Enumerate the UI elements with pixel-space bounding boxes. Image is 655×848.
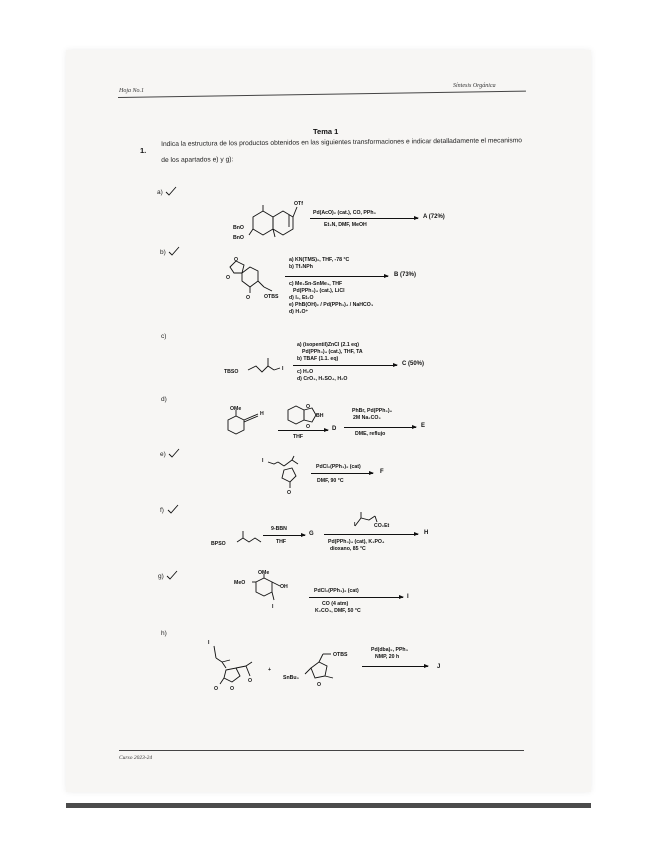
- header-sheet-number: Hoja No.1: [119, 88, 145, 94]
- part-d-o-1: O: [306, 404, 311, 410]
- part-f-cond2-bottom-2: dioxano, 85 °C: [330, 546, 366, 552]
- footer-rule: [119, 750, 524, 751]
- part-d-cond2-bottom: DME, reflujo: [355, 431, 386, 437]
- part-h-ketone-o: O: [248, 678, 253, 684]
- part-c-label: c): [161, 333, 167, 340]
- part-f-intermediate: G: [309, 531, 314, 537]
- part-b-o-3: O: [246, 295, 251, 301]
- part-c-tbso: TBSO: [224, 369, 239, 375]
- part-f-product: H: [424, 530, 429, 536]
- part-c-cond-top-3: b) TBAF (1.1. eq): [297, 356, 339, 362]
- part-a-cond-bottom: Et₃N, DMF, MeOH: [324, 222, 367, 228]
- part-c-structure: [224, 356, 288, 378]
- part-d-bh: BH: [316, 413, 324, 419]
- part-d-label: d): [161, 396, 167, 403]
- part-f-cond2-bottom-1: Pd(PPh₃)₄ (cat), K₃PO₄: [328, 539, 385, 545]
- part-f-reagent-ester: CO₂Et: [374, 523, 390, 529]
- part-b-o-2: O: [226, 275, 231, 281]
- part-d-arrow-1: [278, 430, 328, 431]
- part-e-cond-top: PdCl₂(PPh₃)₂ (cat): [316, 464, 361, 470]
- part-f-label: f): [160, 507, 164, 514]
- part-e-cond-bottom: DMF, 90 °C: [317, 478, 344, 484]
- part-h-arrow: [362, 666, 428, 667]
- part-f-arrow-2: [324, 534, 418, 535]
- part-b-structure: [226, 257, 288, 299]
- part-d-o-2: O: [306, 424, 311, 430]
- part-g-meo: MeO: [234, 580, 246, 586]
- part-b-o-1: O: [234, 257, 239, 263]
- part-e-iodo: I: [262, 458, 264, 464]
- part-h-lactone: [204, 638, 264, 698]
- part-g-cond-top: PdCl₂(PPh₃)₂ (cat): [314, 588, 359, 594]
- header-course-name: Síntesis Orgánica: [453, 83, 496, 89]
- part-g-cond-bottom-2: K₂CO₃, DMF, 50 °C: [315, 608, 361, 614]
- question-text: Indica la estructura de los productos obtenidos en las siguientes transformaciones e indicar detalladamente el mecanismo de los apartados e) y g):: [161, 137, 523, 164]
- part-a-cond-top: Pd(AcO)₂ (cat.), CO, PPh₃: [313, 210, 376, 216]
- part-b-otbs: OTBS: [264, 294, 279, 300]
- part-f-bpso: BPSO: [211, 541, 226, 547]
- part-d-cond2-top-2: 2M Na₂CO₃: [353, 415, 381, 421]
- check-mark-icon: [168, 246, 180, 256]
- part-a-label: a): [157, 189, 163, 196]
- part-d-ome: OMe: [230, 406, 242, 412]
- part-c-cond-top-1: a) (isopentil)ZnCl (2.1 eq): [297, 342, 359, 348]
- question-number: 1.: [140, 146, 147, 155]
- part-e-structure: [262, 454, 308, 496]
- part-a-bno-2: BnO: [233, 235, 244, 241]
- part-g-structure: [236, 570, 298, 614]
- part-c-cond-bottom-1: c) H₂O: [297, 369, 314, 375]
- part-b-cond-top-1: a) KN(TMS)₂, THF, -78 °C: [289, 257, 350, 263]
- part-b-cond-top-2: b) Tf₂NPh: [289, 264, 313, 270]
- part-h-carbonyl-o: O: [214, 686, 219, 692]
- part-d-h: H: [260, 411, 264, 417]
- part-a-otf: OTf: [294, 201, 303, 207]
- part-h-cond-top-2: NMP, 20 h: [375, 654, 400, 660]
- part-g-ome: OMe: [258, 570, 270, 576]
- check-mark-icon: [167, 504, 179, 514]
- part-d-product: E: [421, 423, 426, 429]
- part-b-cond-bottom-3: d) I₂, Et₂O: [289, 295, 314, 301]
- part-b-product: B (73%): [394, 272, 417, 278]
- part-d-intermediate: D: [332, 426, 337, 432]
- part-h-furan-o: O: [317, 682, 322, 688]
- part-b-cond-bottom-1: c) Me₃Sn-SnMe₃, THF: [289, 281, 343, 287]
- part-g-product: I: [407, 594, 409, 600]
- page-title: Tema 1: [313, 127, 339, 136]
- check-mark-icon: [165, 186, 177, 196]
- part-c-cond-bottom-2: d) CrO₃, H₂SO₄, H₂O: [297, 376, 348, 382]
- part-d-cond1-bottom: THF: [293, 434, 304, 440]
- part-a-bno-1: BnO: [233, 225, 244, 231]
- part-f-cond1-bottom: THF: [276, 539, 287, 545]
- part-h-plus: +: [268, 667, 272, 673]
- part-g-label: g): [158, 573, 164, 580]
- part-e-arrow: [311, 473, 373, 474]
- part-h-ring-o: O: [230, 686, 235, 692]
- part-b-arrow: [285, 276, 388, 277]
- part-c-iodo: I: [282, 366, 284, 372]
- part-b-cond-bottom-5: d) H₃O⁺: [289, 309, 309, 315]
- part-h-stannane: [283, 648, 357, 692]
- part-d-catecholborane: [284, 402, 328, 428]
- part-b-label: b): [160, 249, 166, 256]
- part-d-alkyne: [222, 404, 274, 440]
- part-g-iodo: I: [272, 604, 274, 610]
- part-f-reagent-iodo: I: [354, 522, 356, 528]
- part-h-product: J: [437, 664, 441, 670]
- part-c-arrow: [293, 365, 397, 366]
- part-f-arrow-1: [263, 535, 305, 536]
- part-g-cond-bottom-1: CO (4 atm): [322, 601, 349, 607]
- part-e-label: e): [160, 451, 166, 458]
- part-b-cond-bottom-2: Pd(PPh₃)₄ (cat.), LiCl: [293, 288, 345, 294]
- part-d-arrow-2: [344, 427, 416, 428]
- part-a-product: A (72%): [423, 214, 445, 220]
- part-c-product: C (50%): [402, 361, 425, 367]
- part-c-cond-top-2: Pd(PPh₃)₄ (cat.), THF, TA: [302, 349, 363, 355]
- part-h-iodo: I: [208, 640, 210, 646]
- part-h-cond-top-1: Pd(dba)₂, PPh₃: [371, 647, 408, 653]
- part-e-product: F: [380, 469, 384, 475]
- part-a-arrow: [310, 218, 418, 219]
- part-f-structure: [211, 528, 267, 548]
- part-f-cond1-top: 9-BBN: [271, 526, 287, 532]
- part-h-otbs: OTBS: [333, 652, 348, 658]
- check-mark-icon: [166, 570, 178, 580]
- part-b-cond-bottom-4: e) PhB(OH)₂ / Pd(PPh₃)₄ / NaHCO₃: [289, 302, 374, 308]
- part-h-snbu3: SnBu₃: [283, 675, 299, 681]
- check-mark-icon: [168, 448, 180, 458]
- part-a-structure: [233, 197, 308, 247]
- part-e-oxo: O: [287, 490, 292, 496]
- part-g-arrow: [309, 597, 403, 598]
- part-h-label: h): [161, 630, 167, 637]
- footer-course: Curso 2023-24: [119, 755, 153, 761]
- part-g-oh: OH: [280, 584, 288, 590]
- part-d-cond2-top-1: PhBr, Pd(PPh₃)₄: [352, 408, 393, 414]
- scanner-edge: [66, 803, 591, 808]
